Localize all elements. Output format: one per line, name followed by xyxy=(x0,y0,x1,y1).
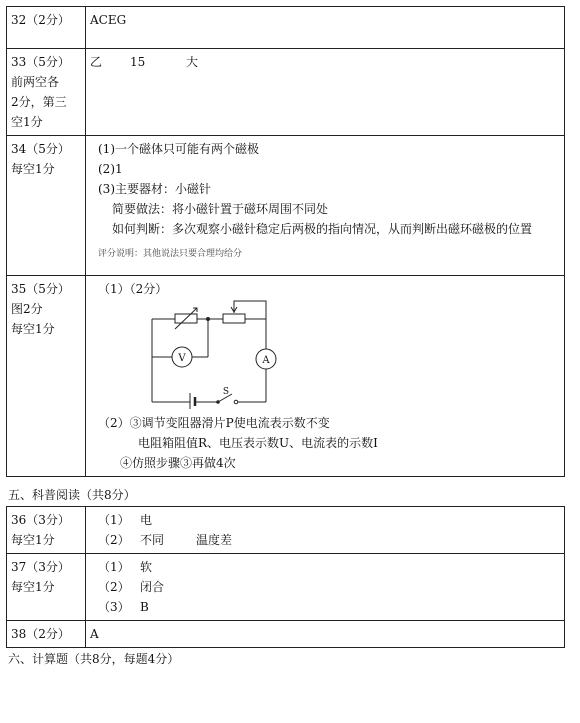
table-row xyxy=(7,136,565,276)
switch-label: S xyxy=(222,387,230,397)
answer-cell xyxy=(86,49,565,136)
resistor-box xyxy=(223,314,245,323)
slider-wire xyxy=(234,301,266,319)
table-row xyxy=(7,276,565,477)
section-title-6: 六、计算题（共8分，每题4分） xyxy=(8,652,180,666)
switch-contact xyxy=(234,400,238,404)
ammeter-label: A xyxy=(262,355,270,366)
table-row xyxy=(7,554,565,621)
question-label: 33（5分） 前两空各 2分，第三 空1分 xyxy=(7,49,86,136)
answer-cell: (1)一个磁体只可能有两个磁极 (2)1 (3)主要器材：小磁针 简要做法：将小磁针置于磁环周围不同处 如何判断：多次观察小磁针稳定后两极的指向情况，从而判断出磁环磁极的位置 评分说明：其他说法只要合理均给分 xyxy=(86,136,565,276)
answer-cell: （1） 电 （2） 不同 温度差 xyxy=(86,507,565,554)
answer-2: 15 xyxy=(130,55,146,69)
question-label: 38（2分） xyxy=(7,621,86,648)
question-label: 34（5分） 每空1分 xyxy=(7,136,86,276)
voltmeter-label: V xyxy=(178,353,186,364)
rheostat-arrow xyxy=(175,308,197,329)
table-row xyxy=(7,621,565,648)
section-title-5: 五、科普阅读（共8分） xyxy=(8,488,136,502)
question-label: 32（2分） xyxy=(7,7,86,49)
question-label: 36（3分） 每空1分 xyxy=(7,507,86,554)
answer-cell: ACEG xyxy=(86,7,565,49)
answer-1: 乙 xyxy=(90,55,103,69)
question-label: 35（5分） 图2分 每空1分 xyxy=(7,276,86,477)
table-row xyxy=(7,507,565,554)
question-label: 37（3分） 每空1分 xyxy=(7,554,86,621)
answer-cell: （1） 软 （2） 闭合 （3） B xyxy=(86,554,565,621)
answer-table-lower xyxy=(6,506,565,648)
table-row xyxy=(7,7,565,49)
answer-cell: A xyxy=(86,621,565,648)
answer-3: 大 xyxy=(186,55,199,69)
answer-table-upper xyxy=(6,6,565,477)
scoring-note: 评分说明：其他说法只要合理均给分 xyxy=(98,249,243,259)
answer-cell: （1）（2分） V A S （2）③调节变阻器滑片P使电流表示数不变 电阻箱阻值R、电压表示数U、电流表的示数I ④仿照步骤③再做4次 xyxy=(86,276,565,477)
table-row xyxy=(7,49,565,136)
circuit-diagram xyxy=(150,299,290,409)
junction-dot xyxy=(206,317,210,321)
switch-pivot xyxy=(216,400,220,404)
